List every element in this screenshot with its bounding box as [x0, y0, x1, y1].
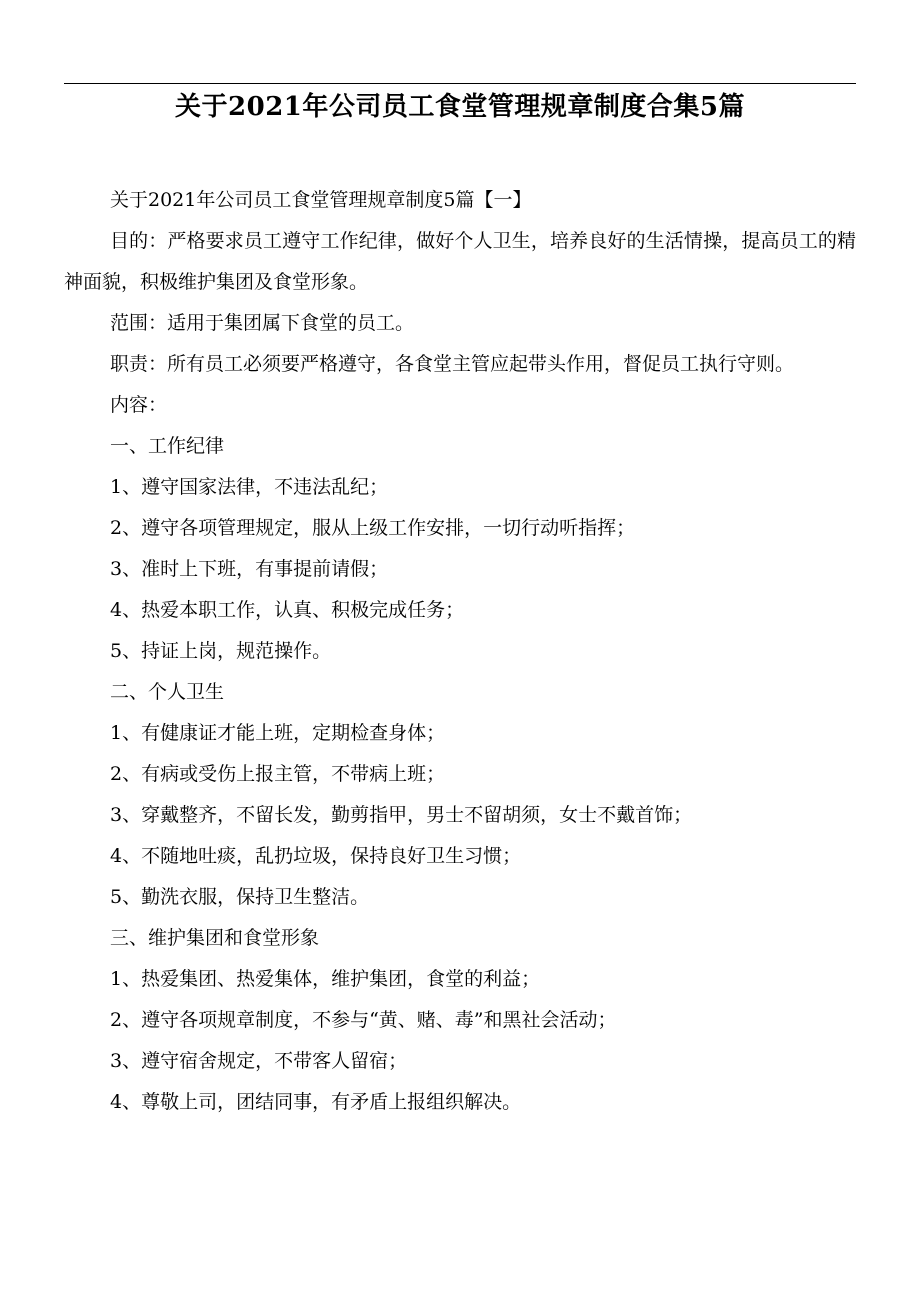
list-item: 1、遵守国家法律，不违法乱纪； [110, 476, 389, 498]
document-title: 关于2021年公司员工食堂管理规章制度合集5篇 [175, 92, 745, 122]
list-item: 3、准时上下班，有事提前请假； [110, 558, 389, 580]
section-heading-work-discipline: 一、工作纪律 [110, 435, 225, 457]
list-item: 5、勤洗衣服，保持卫生整洁。 [110, 886, 370, 908]
header-rule [64, 83, 856, 84]
document-body [64, 180, 856, 1123]
list-item: 5、持证上岗，规范操作。 [110, 640, 332, 662]
list-item: 4、不随地吐痰，乱扔垃圾，保持良好卫生习惯； [110, 845, 522, 867]
list-item: 4、热爱本职工作，认真、积极完成任务； [110, 599, 465, 621]
section-subtitle: 关于2021年公司员工食堂管理规章制度5篇【一】 [110, 189, 532, 211]
purpose-paragraph: 目的：严格要求员工遵守工作纪律，做好个人卫生，培养良好的生活情操，提高员工的精神面貌，积极维护集团及食堂形象。 [64, 230, 856, 293]
list-item: 1、有健康证才能上班，定期检查身体； [110, 722, 446, 744]
list-item: 3、遵守宿舍规定，不带客人留宿； [110, 1050, 408, 1072]
content-label: 内容： [110, 394, 168, 416]
list-item: 1、热爱集团、热爱集体，维护集团，食堂的利益； [110, 968, 541, 990]
section-heading-personal-hygiene: 二、个人卫生 [110, 681, 225, 703]
section-heading-image: 三、维护集团和食堂形象 [110, 927, 320, 949]
list-item: 4、尊敬上司，团结同事，有矛盾上报组织解决。 [110, 1091, 522, 1113]
list-item: 2、有病或受伤上报主管，不带病上班； [110, 763, 446, 785]
scope-paragraph: 范围：适用于集团属下食堂的员工。 [110, 312, 415, 334]
list-item: 2、遵守各项管理规定，服从上级工作安排，一切行动听指挥； [110, 517, 636, 539]
duty-paragraph: 职责：所有员工必须要严格遵守，各食堂主管应起带头作用，督促员工执行守则。 [110, 353, 795, 375]
list-item: 3、穿戴整齐，不留长发，勤剪指甲，男士不留胡须，女士不戴首饰； [110, 804, 693, 826]
list-item: 2、遵守各项规章制度，不参与“黄、赌、毒”和黑社会活动； [110, 1009, 617, 1031]
